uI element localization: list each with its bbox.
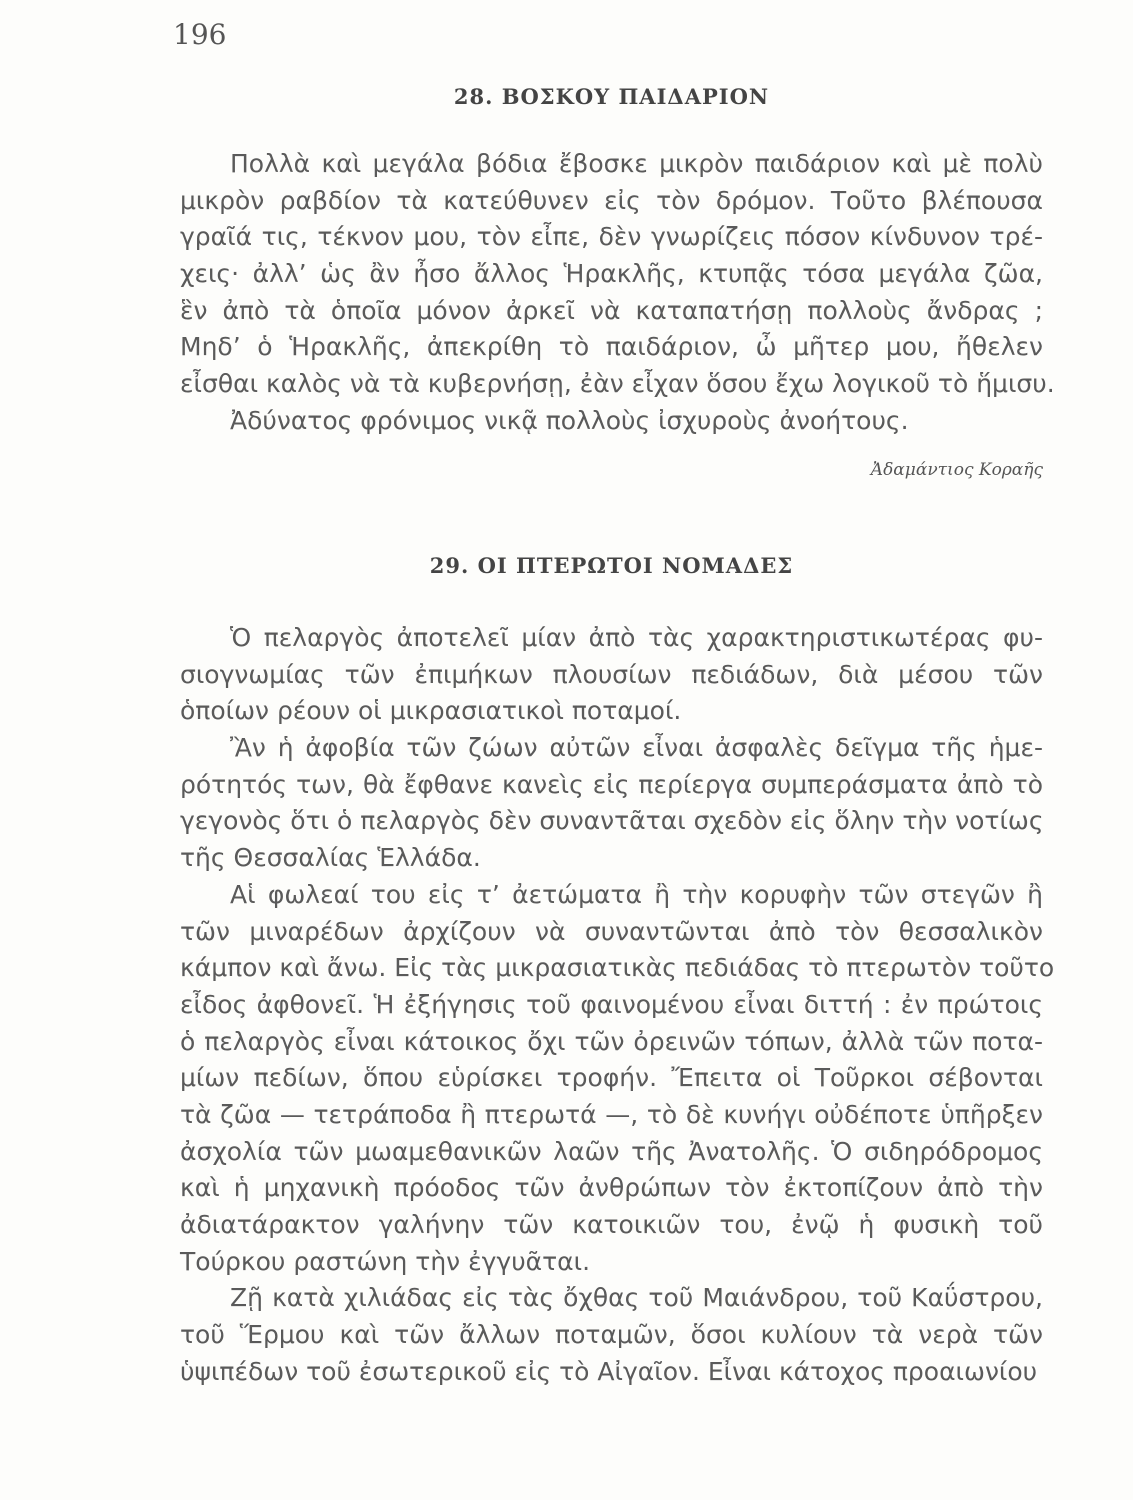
text-line: Ἀδύνατος φρόνιμος νικᾷ πολλοὺς ἰσχυροὺς ἀνοήτους. <box>230 405 909 435</box>
section-body <box>180 620 1055 1390</box>
text-line: Αἱ φωλεαί του εἰς τ’ ἀετώματα ἢ τὴν κορυφὴν τῶν στεγῶν ἢ <box>230 879 1043 909</box>
text-line: ὑψιπέδων τοῦ ἐσωτερικοῦ εἰς τὸ Αἰγαῖον. Εἶναι κάτοχος προαιωνίου <box>180 1356 1038 1386</box>
author-signature: Ἀδαμάντιος Κοραῆς <box>870 460 1043 480</box>
text-line: μίων πεδίων, ὅπου εὑρίσκει τροφήν. Ἔπειτα οἱ Τοῦρκοι σέβονται <box>180 1063 1043 1093</box>
text-line: τοῦ Ἕρμου καὶ τῶν ἄλλων ποταμῶν, ὅσοι κυλίουν τὰ νερὰ τῶν <box>180 1320 1043 1350</box>
text-line: ἀδιατάρακτον γαλήνην τῶν κατοικιῶν του, ἐνῷ ἡ φυσικὴ τοῦ <box>180 1210 1043 1239</box>
text-line: τῆς Θεσσαλίας Ἑλλάδα. <box>180 843 481 873</box>
text-line: κάμπον καὶ ἄνω. Εἰς τὰς μικρασιατικὰς πεδιάδας τὸ πτερωτὸν τοῦτο <box>180 953 1055 983</box>
text-line: ρότητός των, θὰ ἔφθανε κανεὶς εἰς περίεργα συμπεράσματα ἀπὸ τὸ <box>180 769 1043 799</box>
text-line: Ἂν ἡ ἀφοβία τῶν ζώων αὐτῶν εἶναι ἀσφαλὲς δεῖγμα τῆς ἡμε- <box>230 733 1043 763</box>
text-line: σιογνωμίας τῶν ἐπιμήκων πλουσίων πεδιάδων, διὰ μέσου τῶν <box>180 659 1043 689</box>
section-body <box>180 146 1055 440</box>
paragraph <box>180 730 1043 877</box>
text-line: Μηδ’ ὁ Ἡρακλῆς, ἀπεκρίθη τὸ παιδάριον, ὦ μῆτερ μου, ἤθελεν <box>180 332 1043 362</box>
text-line: γραῖά τις, τέκνον μου, τὸν εἶπε, δὲν γνωρίζεις πόσον κίνδυνον τρέ- <box>180 222 1043 252</box>
text-line: Τούρκου ραστώνη τὴν ἐγγυᾶται. <box>180 1246 591 1276</box>
paragraph <box>180 1280 1043 1390</box>
paragraph <box>180 877 1055 1281</box>
paragraph <box>180 620 1043 730</box>
text-line: μικρὸν ραβδίον τὰ κατεύθυνεν εἰς τὸν δρόμον. Τοῦτο βλέπουσα <box>180 185 1043 215</box>
text-line: εἶδος ἀφθονεῖ. Ἡ ἐξήγησις τοῦ φαινομένου εἶναι διττή : ἐν πρώτοις <box>180 989 1043 1019</box>
text-line: ἓν ἀπὸ τὰ ὁποῖα μόνον ἀρκεῖ νὰ καταπατήσῃ πολλοὺς ἄνδρας ; <box>180 295 1043 325</box>
text-line: γεγονὸς ὅτι ὁ πελαργὸς δὲν συναντᾶται σχεδὸν εἰς ὅλην τὴν νοτίως <box>180 806 1044 836</box>
paragraph <box>180 146 1055 403</box>
text-line: Ὁ πελαργὸς ἀποτελεῖ μίαν ἀπὸ τὰς χαρακτηριστικωτέρας φυ- <box>230 623 1043 652</box>
text-line: ὁ πελαργὸς εἶναι κάτοικος ὄχι τῶν ὀρεινῶν τόπων, ἀλλὰ τῶν ποτα- <box>180 1026 1043 1056</box>
text-line: τῶν μιναρέδων ἀρχίζουν νὰ συναντῶνται ἀπὸ τὸν θεσσαλικὸν <box>180 916 1043 946</box>
text-line: ἀσχολία τῶν μωαμεθανικῶν λαῶν τῆς Ἀνατολῆς. Ὁ σιδηρόδρομος <box>180 1136 1043 1166</box>
text-line: εἶσθαι καλὸς νὰ τὰ κυβερνήσῃ, ἐὰν εἶχαν ὅσου ἔχω λογικοῦ τὸ ἥμισυ. <box>180 369 1055 399</box>
page-number: 196 <box>173 18 227 51</box>
paragraph <box>180 403 1043 440</box>
text-line: χεις· ἀλλ’ ὡς ἂν ἦσο ἄλλος Ἡρακλῆς, κτυπᾷς τόσα μεγάλα ζῶα, <box>180 259 1043 289</box>
text-line: τὰ ζῶα — τετράποδα ἢ πτερωτά —, τὸ δὲ κυνήγι οὐδέποτε ὑπῆρξεν <box>180 1099 1043 1129</box>
section-title: 28. ΒΟΣΚΟΥ ΠΑΙΔΑΡΙΟΝ <box>453 84 770 109</box>
text-line: ὁποίων ρέουν οἱ μικρασιατικοὶ ποταμοί. <box>180 696 682 726</box>
section-title: 29. ΟΙ ΠΤΕΡΩΤΟΙ ΝΟΜΑΔΕΣ <box>429 553 794 578</box>
text-line: καὶ ἡ μηχανικὴ πρόοδος τῶν ἀνθρώπων τὸν ἐκτοπίζουν ἀπὸ τὴν <box>180 1173 1043 1203</box>
text-line: Ζῇ κατὰ χιλιάδας εἰς τὰς ὄχθας τοῦ Μαιάνδρου, τοῦ Καΰστρου, <box>230 1283 1043 1313</box>
text-line: Πολλὰ καὶ μεγάλα βόδια ἔβοσκε μικρὸν παιδάριον καὶ μὲ πολὺ <box>230 149 1043 178</box>
